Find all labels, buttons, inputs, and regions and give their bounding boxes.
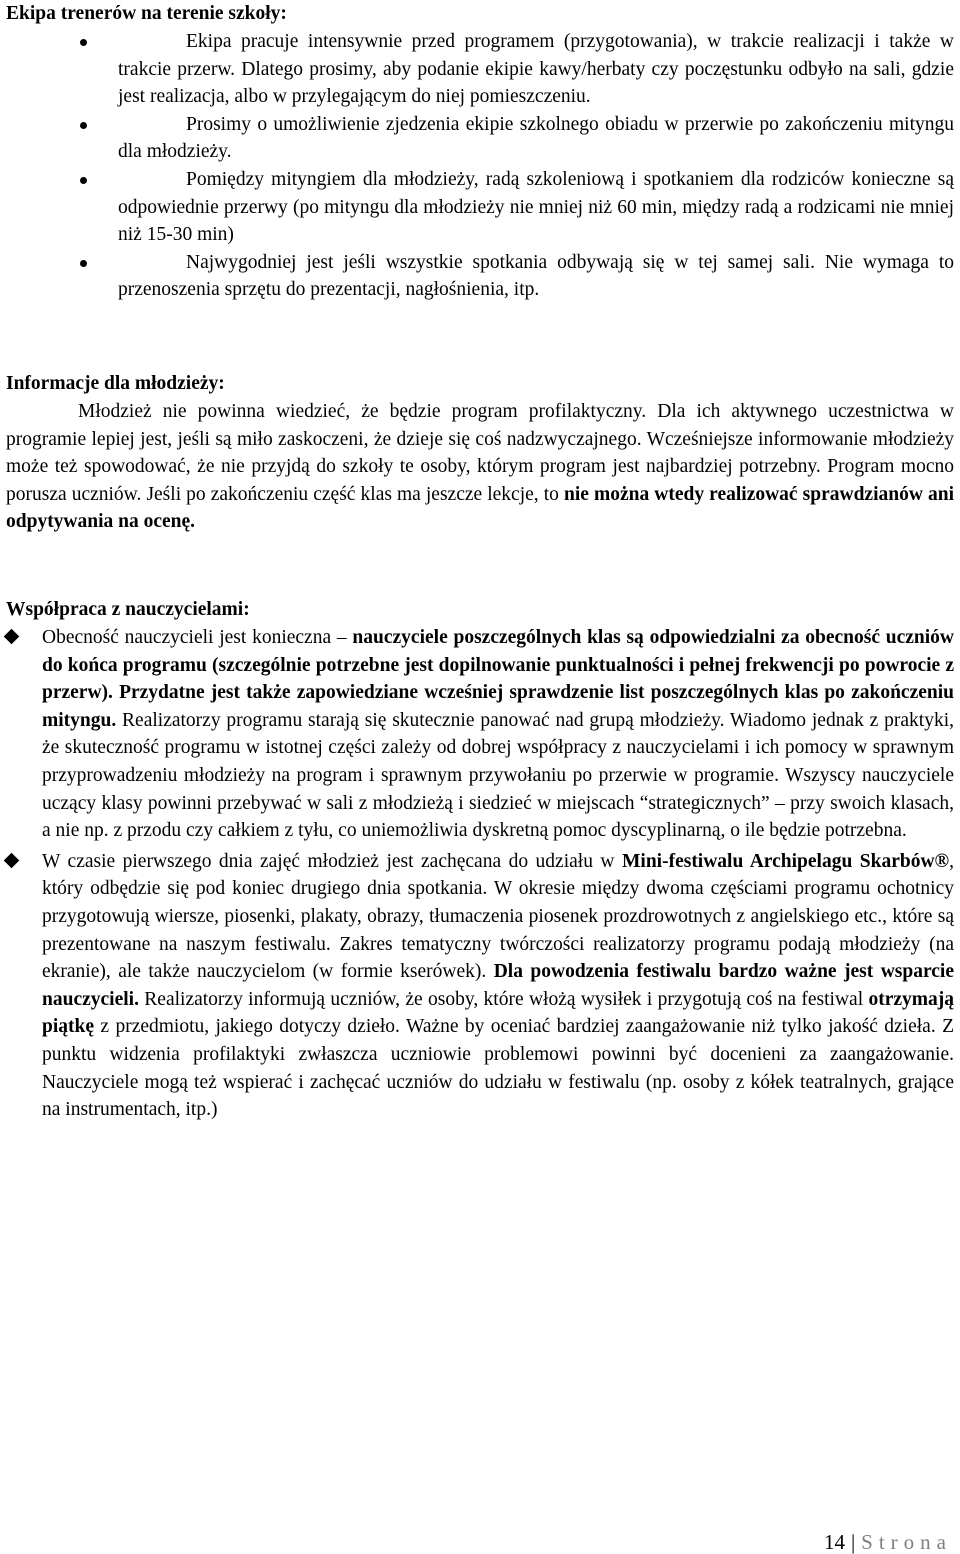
teachers-info-list — [42, 624, 954, 1124]
list-item: W czasie pierwszego dnia zajęć młodzież jest zachęcana do udziału w Mini-festiwalu Archipelagu Skarbów®, który odbędzie się pod koniec drugiego dnia spotkania. W okresie między dwoma częściami programu ochotnicy przygotowują wiersze, piosenki, plakaty, obrazy, tłumaczenia piosenek prozdrowotnych z angielskiego etc., które są prezentowane na naszym festiwalu. Zakres tematyczny twórczości realizatorzy programu podają młodzieży (na ekranie), ale także nauczycielom (w formie kserówek). Dla powodzenia festiwalu bardzo ważne jest wsparcie nauczycieli. Realizatorzy informują uczniów, że osoby, które włożą wysiłek i przygotują coś na festiwal otrzymają piątkę z przedmiotu, jakiego dotyczy dzieło. Ważne by oceniać bardziej zaangażowanie niż tylko jakość dzieła. Z punktu widzenia profilaktyki zwłaszcza uczniowie problemowi powinni być docenieni za zaangażowanie. Nauczyciele mogą też wspierać i zachęcać uczniów do udziału w festiwalu (np. osoby z kółek teatralnych, grające na instrumentach, itp.) — [42, 848, 954, 1124]
bullet-dot-icon — [80, 260, 87, 267]
youth-info-section — [6, 398, 954, 536]
page-footer — [824, 1530, 952, 1554]
bullet-dot-icon — [80, 39, 87, 46]
section-heading-youth: Informacje dla młodzieży: — [6, 373, 225, 394]
list-item: Prosimy o umożliwienie zjedzenia ekipie szkolnego obiadu w przerwie po zakończeniu mityngu dla młodzieży. — [118, 111, 954, 166]
page-label: Strona — [861, 1530, 952, 1554]
bullet-dot-icon — [80, 122, 87, 129]
section-heading-teachers: Współpraca z nauczycielami: — [6, 599, 250, 620]
diamond-bullet-icon — [4, 629, 20, 645]
page-number: 14 — [823, 1530, 845, 1554]
bullet-dot-icon — [80, 177, 87, 184]
youth-info-paragraph: Młodzież nie powinna wiedzieć, że będzie program profilaktyczny. Dla ich aktywnego uczestnictwa w programie lepiej jest, jeśli są miło zaskoczeni, że dzieje się coś nadzwyczajnego. Wcześniejsze informowanie młodzieży może też spowodować, że nie przyjdą do szkoły te osoby, którym program jest najbardziej potrzebny. Program mocno porusza uczniów. Jeśli po zakończeniu część klas ma jeszcze lekcje, to nie można wtedy realizować sprawdzianów ani odpytywania na ocenę. — [6, 401, 954, 533]
list-item: Najwygodniej jest jeśli wszystkie spotkania odbywają się w tej samej sali. Nie wymaga to przenoszenia sprzętu do prezentacji, nagłośnienia, itp. — [118, 249, 954, 304]
diamond-bullet-icon — [4, 852, 20, 868]
list-item: Obecność nauczycieli jest konieczna – nauczyciele poszczególnych klas są odpowiedzialni za obecność uczniów do końca programu (szczególnie potrzebne jest dopilnowanie punktualności i pełnej frekwencji po powrocie z przerw). Przydatne jest także zapowiedziane wcześniej sprawdzenie list poszczególnych klas po zakończeniu mityngu. Realizatorzy programu starają się skutecznie panować nad grupą młodzieży. Wiadomo jednak z praktyki, że skuteczność programu w istotnej części zależy od dobrej współpracy z nauczycielami i ich pomocy w sprawnym przyprowadzeniu młodzieży na program i sprawnym przywołaniu po przerwie w programie. Wszyscy nauczyciele uczący klasy powinni przebywać w sali z młodzieżą i siedzieć w miejscach “strategicznych” – przy swoich klasach, a nie np. z przodu czy całkiem z tyłu, co uniemożliwia dyskretną pomoc dyscyplinarną, o ile będzie potrzebna. — [42, 624, 954, 845]
list-item: Pomiędzy mityngiem dla młodzieży, radą szkoleniową i spotkaniem dla rodziców konieczne są odpowiednie przerwy (po mityngu dla młodzieży nie mniej niż 60 min, między radą a rodzicami nie mniej niż 15-30 min) — [118, 166, 954, 249]
crew-info-list — [118, 28, 954, 304]
list-item: Ekipa pracuje intensywnie przed programem (przygotowania), w trakcie realizacji i także w trakcie przerw. Dlatego prosimy, aby podanie ekipie kawy/herbaty czy poczęstunku odbyło na sali, gdzie jest realizacja, albo w przylegającym do niej pomieszczeniu. — [118, 28, 954, 111]
footer-separator: | — [850, 1530, 856, 1554]
section-heading-crew: Ekipa trenerów na terenie szkoły: — [6, 3, 287, 24]
